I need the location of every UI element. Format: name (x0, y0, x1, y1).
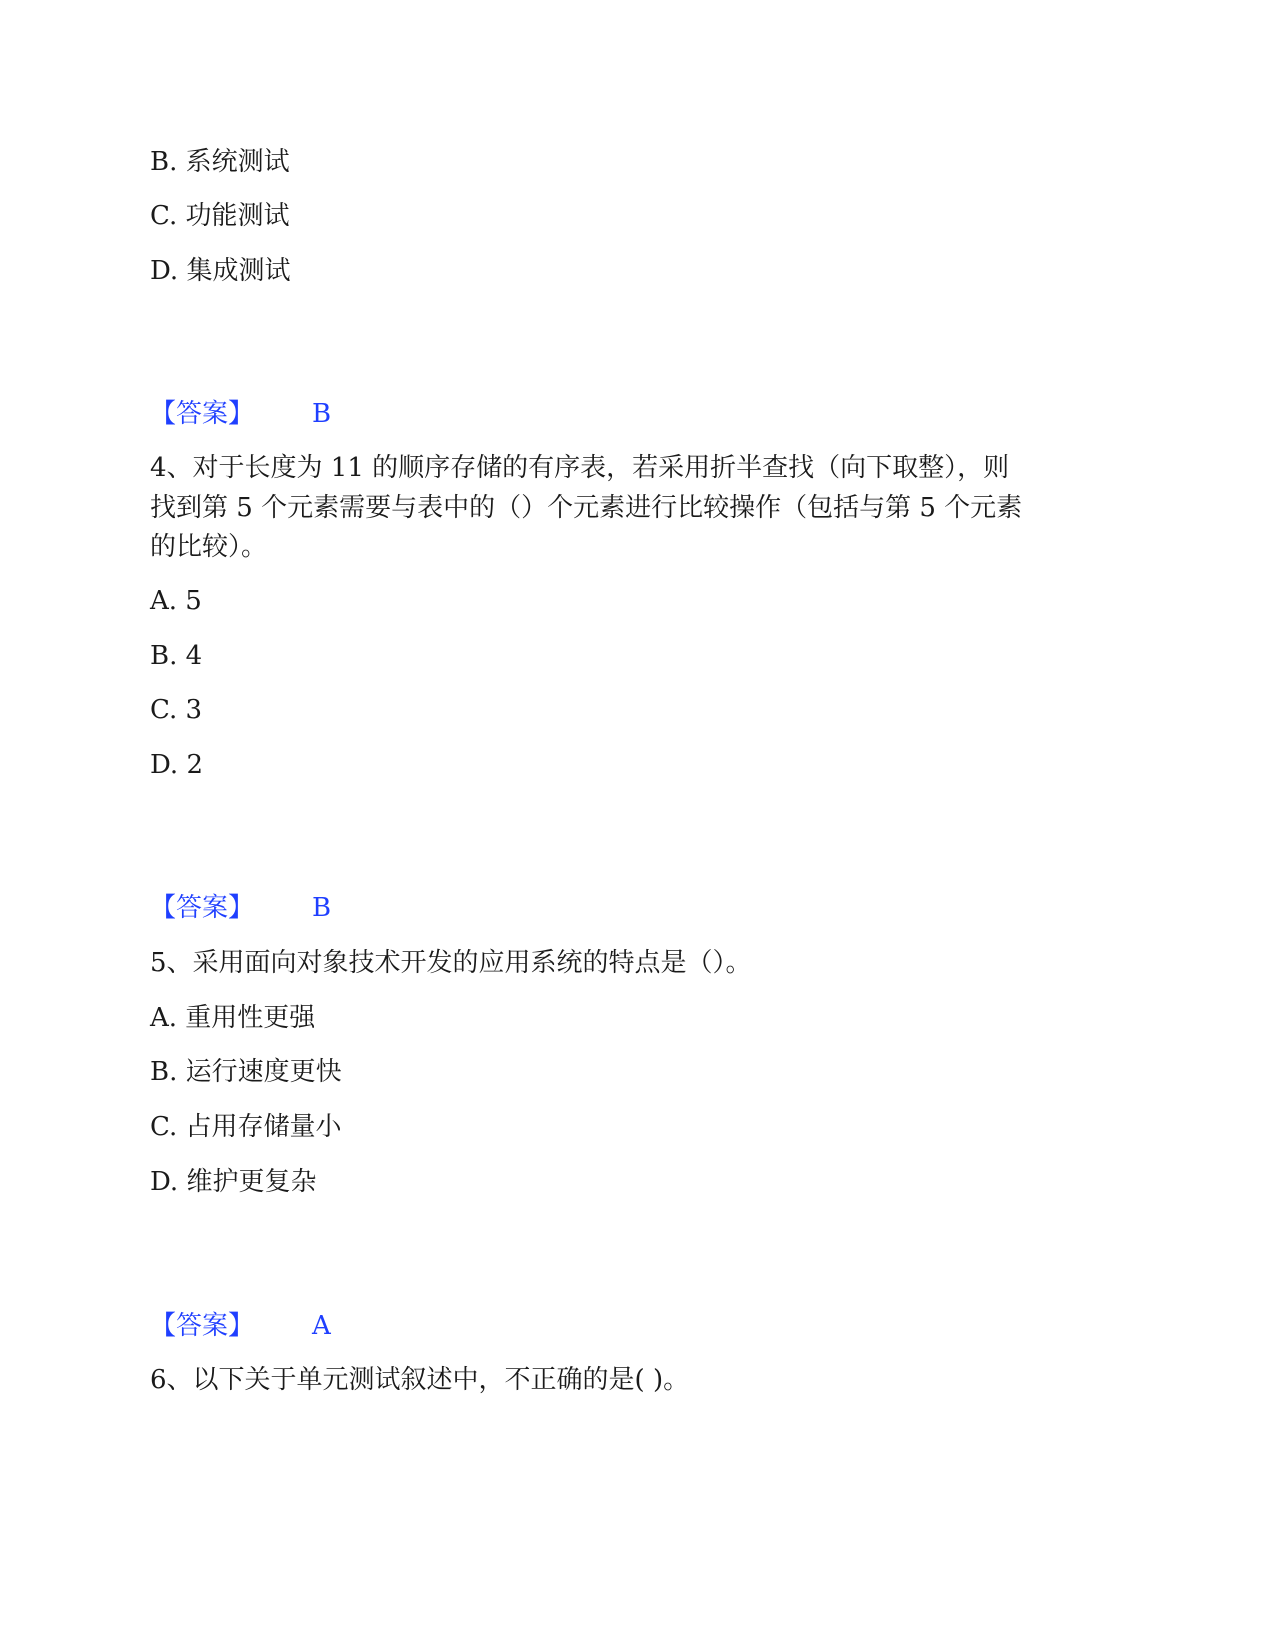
q4-answer (150, 888, 331, 928)
q3-answer-label: 【答案】 (150, 399, 255, 429)
q4-option-a: A. 5 (150, 586, 202, 616)
q4-question-line-3: 的比较）。 (150, 532, 268, 562)
q3-option-d: D. 集成测试 (150, 256, 291, 286)
q5-answer-value: A (312, 1311, 331, 1341)
q4-answer-label: 【答案】 (150, 893, 255, 923)
q4-option-b: B. 4 (150, 641, 203, 671)
q6-question: 6、以下关于单元测试叙述中，不正确的是( )。 (150, 1365, 690, 1395)
q5-option-b: B. 运行速度更快 (150, 1057, 342, 1087)
q4-option-d: D. 2 (150, 750, 203, 780)
q4-option-c: C. 3 (150, 695, 203, 725)
q5-answer (150, 1306, 331, 1346)
q3-answer-value: B (312, 399, 332, 429)
q5-option-a: A. 重用性更强 (150, 1003, 316, 1033)
q5-option-d: D. 维护更复杂 (150, 1167, 317, 1197)
q4-question-line-1: 4、对于长度为 11 的顺序存储的有序表，若采用折半查找（向下取整），则 (150, 453, 1010, 483)
q3-answer (150, 394, 331, 434)
q5-option-c: C. 占用存储量小 (150, 1112, 342, 1142)
q3-option-b: B. 系统测试 (150, 147, 290, 177)
q5-question: 5、采用面向对象技术开发的应用系统的特点是（）。 (150, 948, 752, 978)
q4-question-line-2: 找到第 5 个元素需要与表中的（）个元素进行比较操作（包括与第 5 个元素 (150, 493, 1023, 523)
q4-answer-value: B (312, 893, 332, 923)
q5-answer-label: 【答案】 (150, 1311, 255, 1341)
q3-option-c: C. 功能测试 (150, 201, 290, 231)
